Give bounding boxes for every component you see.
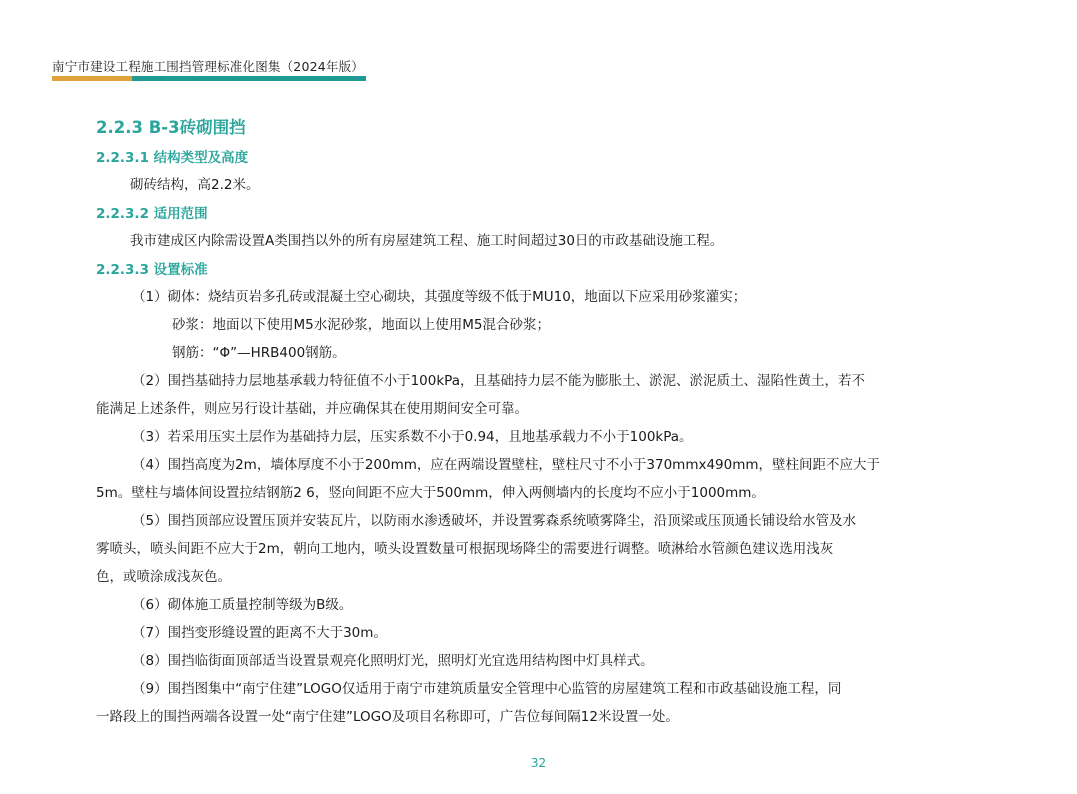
subsection-heading-structure: 2.2.3.1 结构类型及高度 (96, 150, 249, 166)
standards-line: 一路段上的围挡两端各设置一处“南宁住建”LOGO及项目名称即可，广告位每间隔12米设置一处。 (96, 709, 679, 725)
page-number: 32 (530, 756, 547, 770)
standards-line: （7）围挡变形缝设置的距离不大于30m。 (132, 625, 387, 641)
standards-line: （8）围挡临街面顶部适当设置景观亮化照明灯光，照明灯光宜选用结构图中灯具样式。 (132, 653, 654, 669)
paragraph-structure: 砌砖结构，高2.2米。 (130, 177, 260, 193)
header-title: 南宁市建设工程施工围挡管理标准化图集（2024年版） (52, 59, 365, 74)
subsection-heading-scope: 2.2.3.2 适用范围 (96, 206, 208, 222)
standards-line: 色，或喷涂成浅灰色。 (96, 569, 231, 585)
header-bar-orange (52, 76, 132, 81)
paragraph-scope: 我市建成区内除需设置A类围挡以外的所有房屋建筑工程、施工时间超过30日的市政基础设施工程。 (130, 233, 724, 249)
standards-line: 砂浆：地面以下使用M5水泥砂浆，地面以上使用M5混合砂浆； (172, 317, 550, 333)
standards-line: （2）围挡基础持力层地基承载力特征值不小于100kPa，且基础持力层不能为膨胀土、淤泥、淤泥质土、湿陷性黄土，若不 (132, 373, 865, 389)
standards-line: （3）若采用压实土层作为基础持力层，压实系数不小于0.94，且地基承载力不小于100kPa。 (132, 429, 693, 445)
standards-line: （1）砌体：烧结页岩多孔砖或混凝土空心砌块，其强度等级不低于MU10，地面以下应采用砂浆灌实； (132, 289, 747, 305)
header-bar-teal (132, 76, 366, 81)
standards-line: （6）砌体施工质量控制等级为B级。 (132, 597, 353, 613)
standards-line: （9）围挡图集中“南宁住建”LOGO仅适用于南宁市建筑质量安全管理中心监管的房屋建筑工程和市政基础设施工程，同 (132, 681, 842, 697)
standards-line: （4）围挡高度为2m，墙体厚度不小于200mm，应在两端设置壁柱，壁柱尺寸不小于370mmx490mm，壁柱间距不应大于 (132, 457, 881, 473)
subsection-heading-standards: 2.2.3.3 设置标准 (96, 262, 208, 278)
section-heading: 2.2.3 B-3砖砌围挡 (96, 118, 246, 137)
standards-line: （5）围挡顶部应设置压顶并安装瓦片，以防雨水渗透破坏，并设置雾森系统喷雾降尘，沿顶梁或压顶通长铺设给水管及水 (132, 513, 857, 529)
standards-line: 5m。壁柱与墙体间设置拉结钢筋2 6，竖向间距不应大于500mm，伸入两侧墙内的长度均不应小于1000mm。 (96, 485, 765, 501)
standards-line: 钢筋：“Φ”—HRB400钢筋。 (172, 345, 346, 361)
standards-line: 雾喷头，喷头间距不应大于2m，朝向工地内，喷头设置数量可根据现场降尘的需要进行调整。喷淋给水管颜色建议选用浅灰 (96, 541, 834, 557)
standards-line: 能满足上述条件，则应另行设计基础，并应确保其在使用期间安全可靠。 (96, 401, 528, 417)
